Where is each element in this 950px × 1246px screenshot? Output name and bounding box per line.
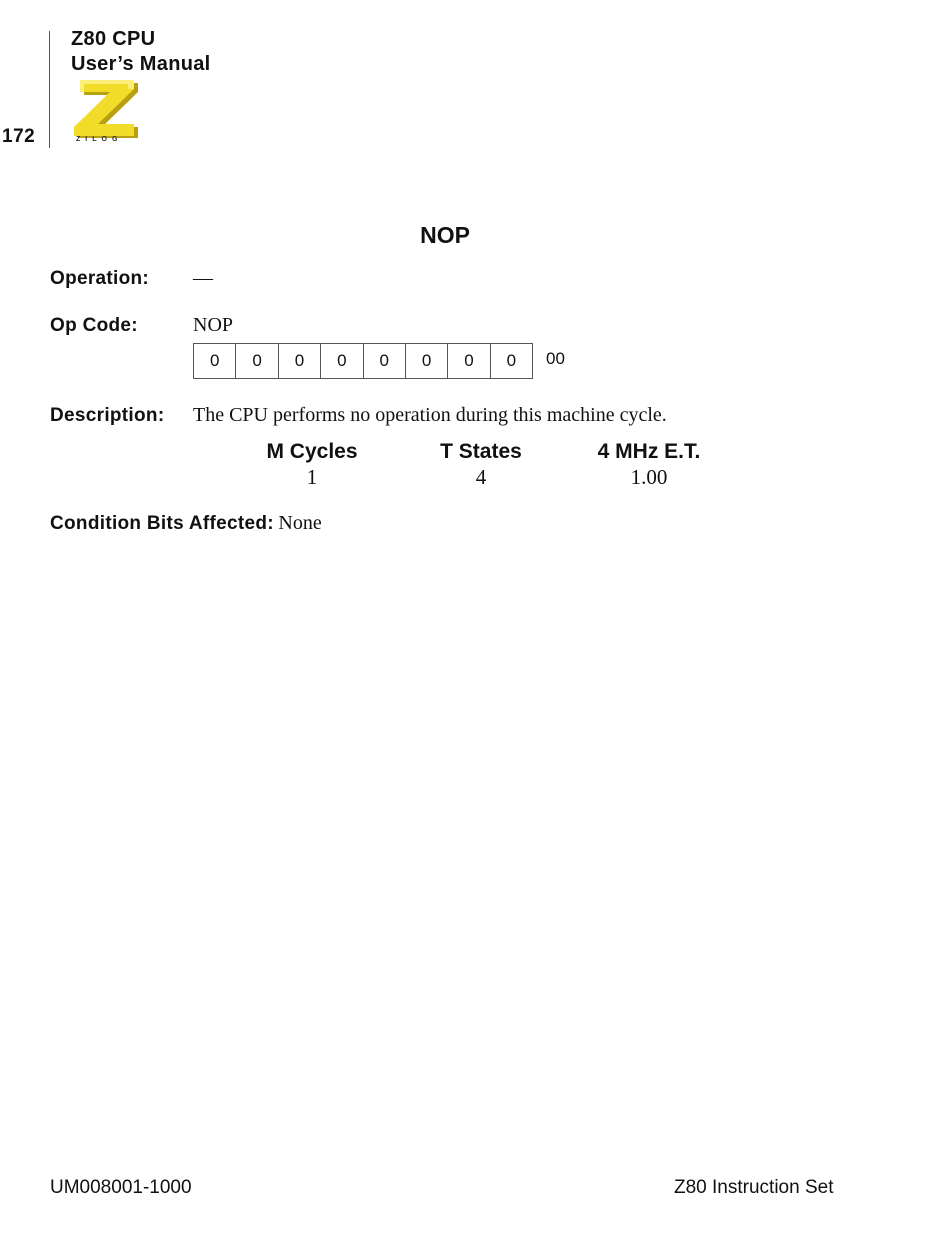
- opcode-bit-2: 0: [406, 344, 448, 378]
- description-label: Description:: [50, 405, 165, 426]
- instruction-title: NOP: [420, 222, 470, 248]
- timing-column-execution-time: [564, 440, 734, 490]
- timing-header-t-states: T States: [440, 440, 522, 463]
- timing-value-execution-time: 1.00: [630, 465, 668, 489]
- timing-value-m-cycles: 1: [306, 465, 318, 489]
- operation-label: Operation:: [50, 268, 150, 289]
- timing-value-t-states: 4: [475, 465, 487, 489]
- opcode-label: Op Code:: [50, 315, 138, 336]
- zilog-logo-text: ZILOG: [76, 136, 123, 143]
- opcode-bit-0: 0: [506, 351, 517, 370]
- opcode-bit-7: 0: [194, 344, 236, 378]
- timing-header-m-cycles: M Cycles: [266, 440, 358, 463]
- manual-title: [71, 27, 211, 77]
- header-divider: [49, 31, 50, 148]
- timing-header-execution-time: 4 MHz E.T.: [597, 440, 701, 463]
- zilog-logo: [70, 78, 140, 150]
- manual-title-line2: User’s Manual: [71, 53, 211, 75]
- footer-document-id: UM008001-1000: [50, 1177, 192, 1198]
- opcode-bit-field: [193, 343, 533, 379]
- opcode-bit-5: 0: [279, 344, 321, 378]
- footer-section-title: Z80 Instruction Set: [674, 1177, 834, 1198]
- condition-bits-label: Condition Bits Affected:: [50, 513, 274, 534]
- operation-value: —: [193, 267, 213, 289]
- zilog-z-icon: [70, 78, 140, 138]
- timing-column-m-cycles: [227, 440, 397, 490]
- condition-bits-value: None: [278, 512, 322, 534]
- description-text: The CPU performs no operation during this machine cycle.: [193, 404, 667, 426]
- timing-column-t-states: [396, 440, 566, 490]
- opcode-mnemonic: NOP: [193, 314, 234, 336]
- opcode-bit-6: 0: [236, 344, 278, 378]
- manual-title-line1: Z80 CPU: [71, 28, 156, 50]
- condition-bits: [50, 512, 322, 535]
- opcode-bit-3: 0: [364, 344, 406, 378]
- opcode-bit-4: 0: [321, 344, 363, 378]
- opcode-bit-1: 0: [448, 344, 490, 378]
- opcode-hex: 00: [546, 349, 565, 368]
- page-number: 172: [2, 126, 36, 147]
